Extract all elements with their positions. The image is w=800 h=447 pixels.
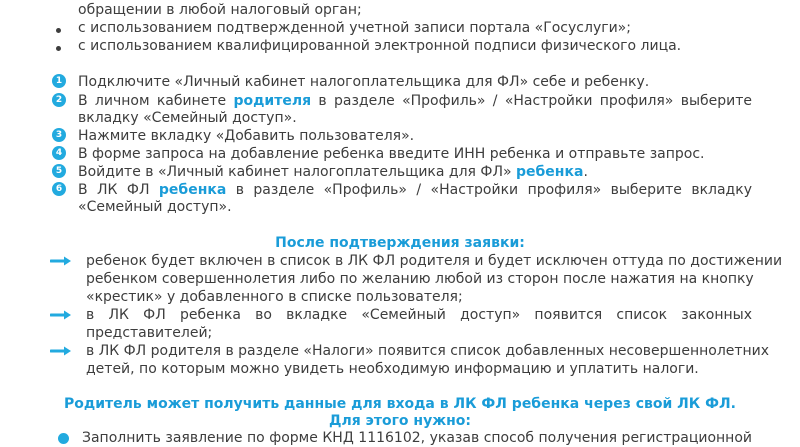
highlight-word: ребенка bbox=[158, 182, 227, 198]
section-subheading: Для этого нужно: bbox=[328, 413, 472, 429]
result-item-line: детей, по которым можно увидеть необходимую информацию и уплатить налоги. bbox=[86, 361, 699, 377]
step-text: В ЛК ФЛ ребенка в разделе «Профиль» / «Настройки профиля» выберите вкладку bbox=[78, 182, 752, 198]
bullet-dot bbox=[58, 433, 69, 444]
arrow-right-icon bbox=[50, 310, 72, 320]
highlight-word: родителя bbox=[233, 93, 312, 109]
step-text-continuation: «Семейный доступ». bbox=[78, 199, 232, 215]
result-item-line: представителей; bbox=[86, 325, 213, 341]
result-item-line: в ЛК ФЛ ребенка во вкладке «Семейный доступ» появится список законных bbox=[86, 307, 752, 323]
bullet-item: с использованием подтвержденной учетной записи портала «Госуслуги»; bbox=[78, 20, 631, 36]
bullet-continuation: обращении в любой налоговый орган; bbox=[78, 2, 362, 18]
step-number-badge: 1 bbox=[52, 74, 66, 88]
arrow-right-icon bbox=[50, 346, 72, 356]
step-text: Подключите «Личный кабинет налогоплательщика для ФЛ» себе и ребенку. bbox=[78, 74, 650, 90]
result-item-line: ребенком совершеннолетия либо по желанию любой из сторон после нажатия на кнопку bbox=[86, 271, 754, 287]
bullet-dot bbox=[56, 28, 61, 33]
step-number-badge: 4 bbox=[52, 146, 66, 160]
arrow-right-icon bbox=[50, 256, 72, 266]
step-number-badge: 6 bbox=[52, 182, 66, 196]
highlight-word: ребенка bbox=[516, 164, 584, 180]
step-text: В личном кабинете родителя в разделе «Профиль» / «Настройки профиля» выберите bbox=[78, 93, 753, 109]
result-item-line: «крестик» у добавленного в списке пользователя; bbox=[86, 289, 463, 305]
result-item-line: в ЛК ФЛ родителя в разделе «Налоги» появится список добавленных несовершеннолетних bbox=[86, 343, 770, 359]
step-text-continuation: вкладку «Семейный доступ». bbox=[78, 110, 297, 126]
step-text: В форме запроса на добавление ребенка введите ИНН ребенка и отправьте запрос. bbox=[78, 146, 705, 162]
section-heading: После подтверждения заявки: bbox=[275, 235, 525, 251]
bullet-item: с использованием квалифицированной электронной подписи физического лица. bbox=[78, 38, 682, 54]
step-number-badge: 5 bbox=[52, 164, 66, 178]
section-heading: Родитель может получить данные для входа в ЛК ФЛ ребенка через свой ЛК ФЛ. bbox=[64, 396, 736, 412]
step-number-badge: 3 bbox=[52, 128, 66, 142]
step-number-badge: 2 bbox=[52, 93, 66, 107]
bullet-dot bbox=[56, 46, 61, 51]
instruction-item: Заполнить заявление по форме КНД 1116102, указав способ получения регистрационной bbox=[82, 430, 752, 446]
result-item-line: ребенок будет включен в список в ЛК ФЛ родителя и будет исключен оттуда по достижении bbox=[86, 253, 783, 269]
step-text: Нажмите вкладку «Добавить пользователя». bbox=[78, 128, 415, 144]
step-text: Войдите в «Личный кабинет налогоплательщика для ФЛ» ребенка. bbox=[78, 164, 588, 180]
